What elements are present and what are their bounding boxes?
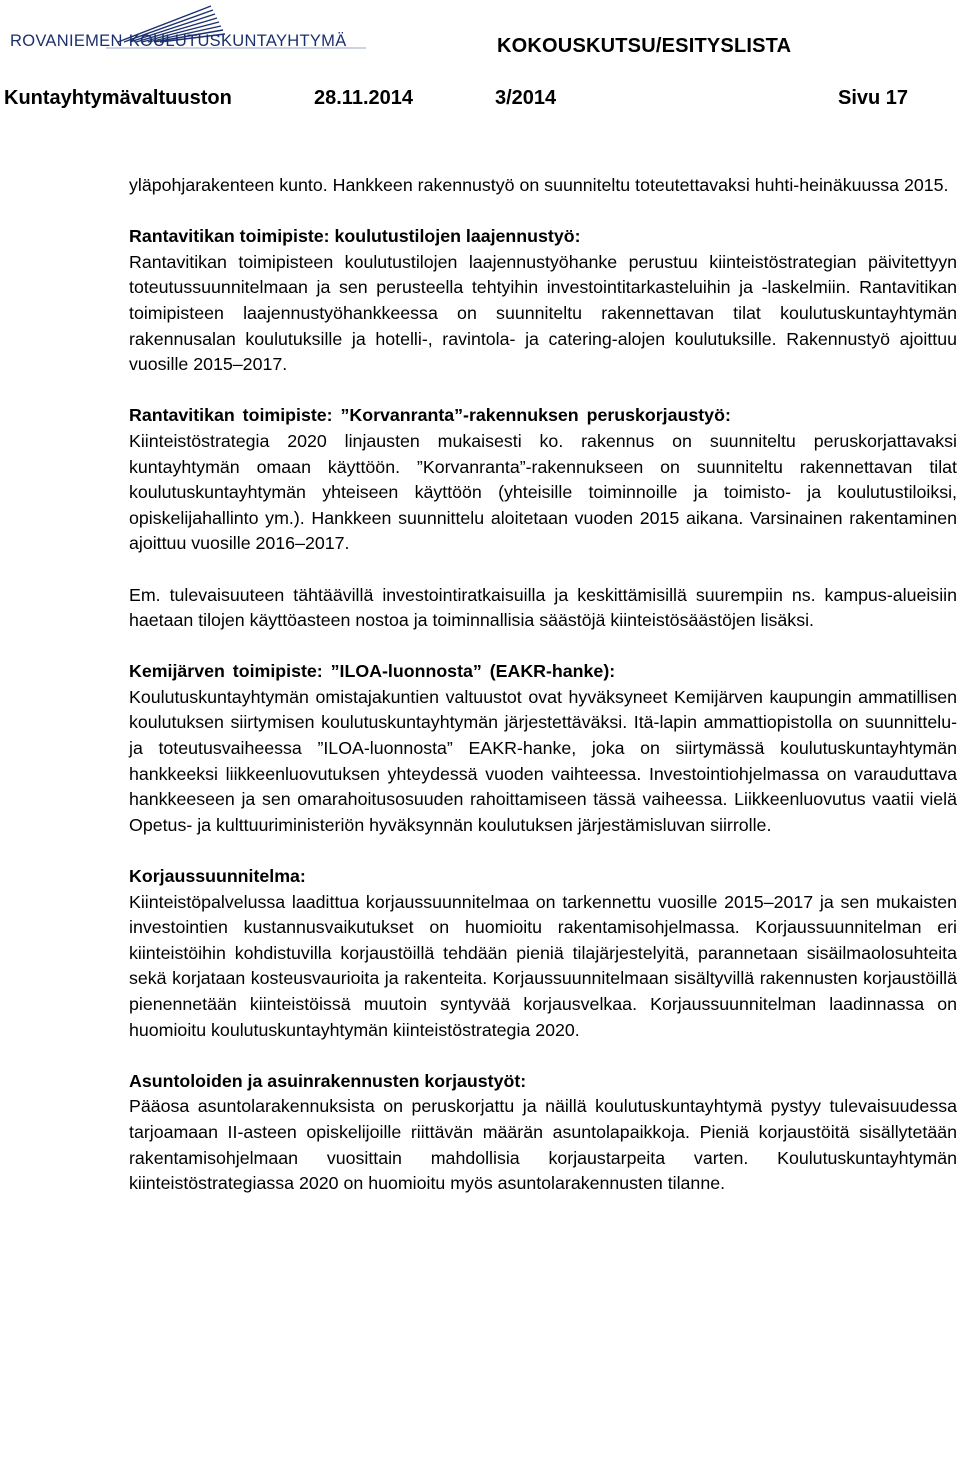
page-number: Sivu 17 bbox=[838, 87, 909, 109]
logo-wordmark bbox=[10, 32, 347, 51]
paragraph-dormitories: Pääosa asuntolarakennuksista on peruskorjattu ja näillä koulutuskuntayhtymä pystyy tulevaisuudessa tarjoamaan II-asteen opiskelijoille riittävän määrän asuntolapaikkoja. Pieniä korjaustöitä sisällytetään rakentamisohjelmaan vuosittain mahdollisia korjaustarpeita varten. Koulutuskuntayhtymän kiinteistöstrategiassa 2020 on huomioitu myös asuntolarakennusten tilanne. bbox=[129, 1096, 957, 1194]
meeting-number: 3/2014 bbox=[495, 87, 557, 109]
heading-kemijarvi: Kemijärven toimipiste: ”ILOA-luonnosta” (EAKR-hanke): bbox=[129, 661, 616, 682]
paragraph-intro: yläpohjarakenteen kunto. Hankkeen rakennustyö on suunniteltu toteutettavaksi huhti-heinäkuussa 2015. bbox=[129, 175, 949, 195]
logo-text-right: KOULUTUSKUNTAYHTYMÄ bbox=[128, 32, 347, 50]
organization-logo bbox=[6, 2, 406, 58]
heading-rantavitikka-expansion: Rantavitikan toimipiste: koulutustilojen laajennustyö: bbox=[129, 226, 581, 247]
paragraph-repair-plan: Kiinteistöpalvelussa laadittua korjaussuunnitelmaa on tarkennettu vuosille 2015–2017 ja sen mukaisten investointien kustannusvaikutukset on huomioitu rakentamisohjelmassa. Korjaussuunnitelman eri kiinteistöihin kohdistuvilla korjaustöillä tehdään pieniä tilajärjestelyitä, parannetaan sisäilmaolosuhteita sekä korjataan kosteusvaurioita ja rakenteita. Korjaussuunnitelmaan sisältyvillä rakennusten korjaustöillä pienennetään kiinteistöissä muutoin syntyvää korjausvelkaa. Korjaussuunnitelman laadinnassa on huomioitu koulutuskuntayhtymän kiinteistöstrategia 2020. bbox=[129, 891, 957, 1040]
meeting-date: 28.11.2014 bbox=[314, 87, 413, 109]
heading-repair-plan: Korjaussuunnitelma: bbox=[129, 866, 306, 887]
meeting-header bbox=[4, 87, 924, 115]
paragraph-rantavitikka-expansion: Rantavitikan toimipisteen koulutustilojen laajennustyöhanke perustuu kiinteistöstrategian päivitettyyn toteutussuunnitelmaan ja sen perusteella tehtyihin investointitarkasteluihin ja -laskelmiin. Rantavitikan toimipisteen laajennustyöhankkeessa on suunniteltu rakennettavan tilat koulutuskuntayhtymän rakennusalan koulutuksille ja hotelli-, ravintola- ja catering-alojen koulutuksille. Rakennustyö ajoittuu vuosille 2015–2017. bbox=[129, 251, 957, 375]
paragraph-campus: Em. tulevaisuuteen tähtäävillä investointiratkaisuilla ja keskittämisillä suurempiin ns. kampus-alueisiin haetaan tilojen käyttöasteen nostoa ja toiminnallisia säästöjä kiinteistösäästöjen lisäksi. bbox=[129, 584, 957, 631]
meeting-body: Kuntayhtymävaltuuston bbox=[4, 87, 232, 109]
logo-text-left: ROVANIEMEN bbox=[10, 32, 123, 50]
document-type: KOKOUSKUTSU/ESITYSLISTA bbox=[497, 35, 792, 57]
heading-korvanranta: Rantavitikan toimipiste: ”Korvanranta”-rakennuksen peruskorjaustyö: bbox=[129, 405, 731, 426]
paragraph-korvanranta: Kiinteistöstrategia 2020 linjausten mukaisesti ko. rakennus on suunniteltu peruskorjattavaksi kuntayhtymän omaan käyttöön. ”Korvanranta”-rakennukseen on suunniteltu rakennettavan tilat koulutuskuntayhtymän yhteiseen käyttöön (yhteisille toiminnoille ja toimisto- ja koulutustiloiksi, opiskelijahallinto ym.). Hankkeen suunnittelu aloitetaan vuoden 2015 aikana. Varsinainen rakentaminen ajoittuu vuosille 2016–2017. bbox=[129, 430, 957, 554]
paragraph-kemijarvi: Koulutuskuntayhtymän omistajakuntien valtuustot ovat hyväksyneet Kemijärven kaupungin ammatillisen koulutuksen siirtymisen koulutuskuntayhtymän järjestettäväksi. Itä-lapin ammattiopistolla on suunnittelu- ja toteutusvaiheessa ”ILOA-luonnosta” EAKR-hanke, joka on siirtymässä koulutuskuntayhtymän hankkeeksi liikkeenluovutuksen yhteydessä vuoden vaihteessa. Investointiohjelmassa on varauduttava hankkeeseen ja sen omarahoitusosuuden rahoittamiseen tässä vaiheessa. Liikkeenluovutus vaatii vielä Opetus- ja kulttuuriministeriön hyväksynnän koulutuksen järjestämisluvan siirrolle. bbox=[129, 686, 957, 835]
heading-dormitories: Asuntoloiden ja asuinrakennusten korjaustyöt: bbox=[129, 1070, 527, 1091]
document-body bbox=[129, 173, 957, 1197]
